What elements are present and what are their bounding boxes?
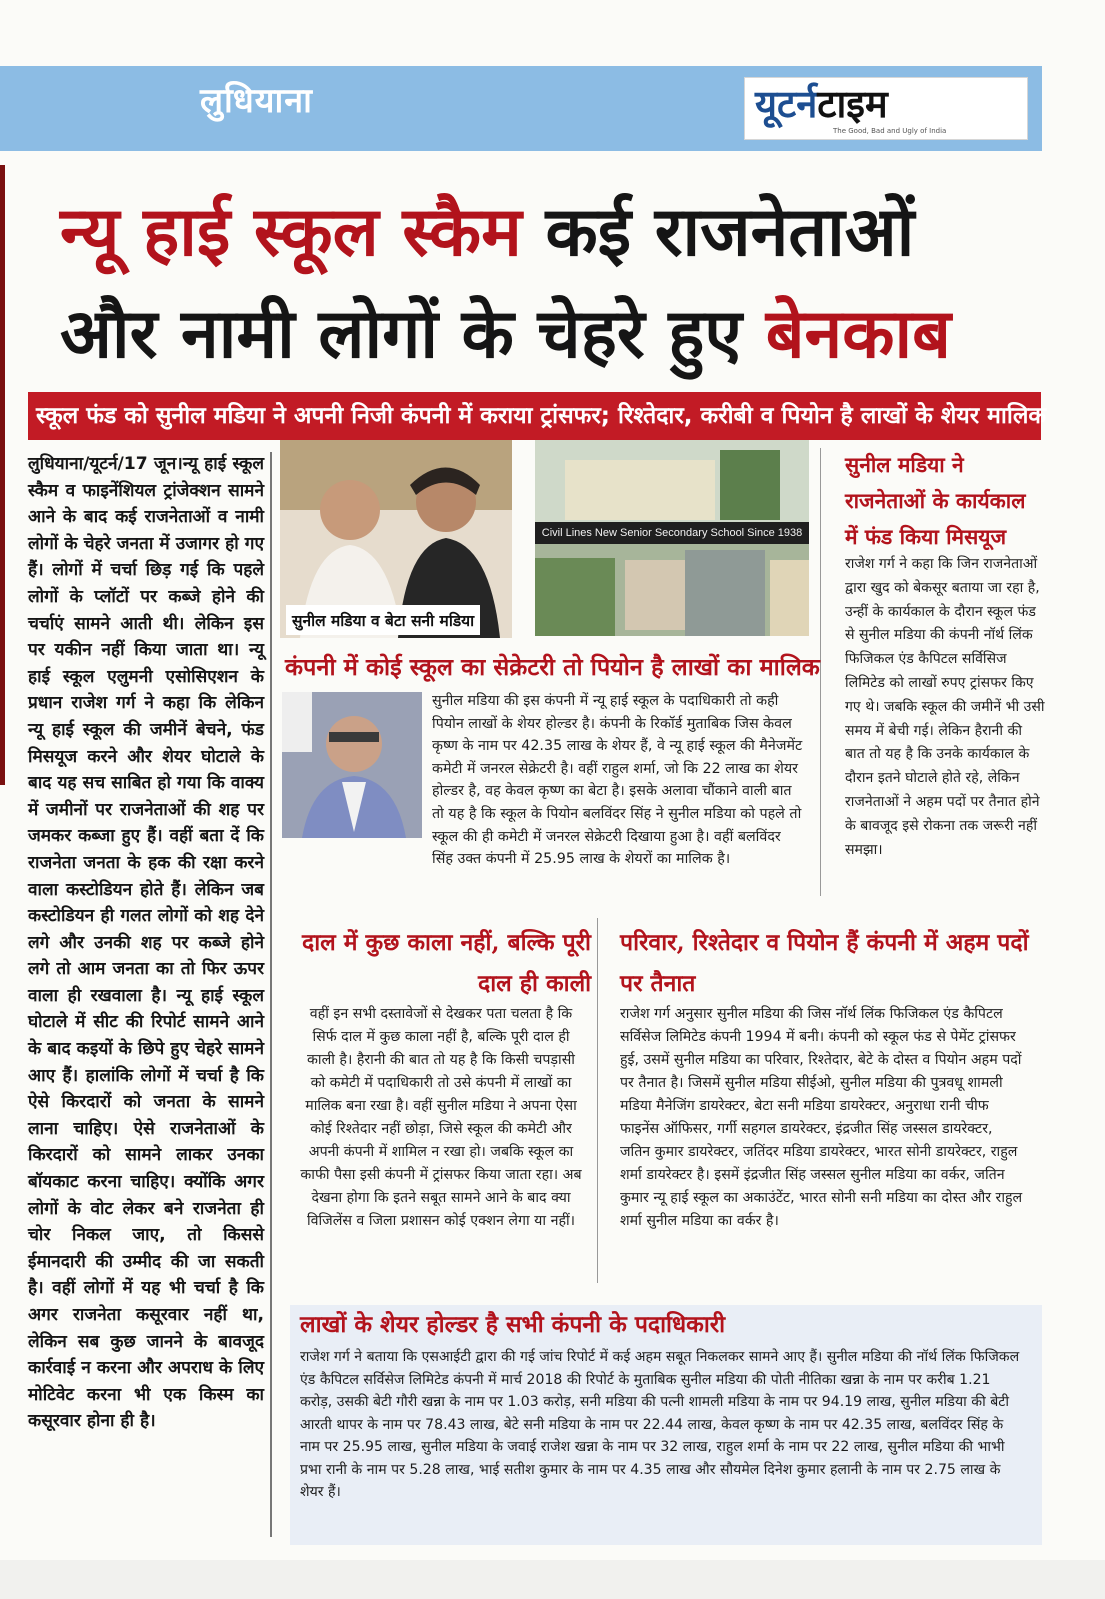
section-family-text: राजेश गर्ग अनुसार सुनील मडिया की जिस नॉर्थ लिंक फिजिकल एंड कैपिटल सर्विसेज लिमिटेड कंपनी 1994 में बनी। कंपनी को स्कूल फंड से पेमेंट ट्रांसफर हुई, उसमें सुनील मडिया का परिवार, रिश्तेदार, बेटे के दोस्त व पियोन अहम पदों पर तैनात है। जिसमें सुनील मडिया सीईओ, सुनील मडिया की पुत्रवधू शामली मडिया मैनेजिंग डायरेक्टर, बेटा सनी मडिया डायरेक्टर, अनुराधा रानी चीफ फाइनेंस ऑफिसर, गर्गी सहगल डायरेक्टर, इंद्रजीत सिंह जस्सल डायरेक्टर, जतिन कुमार डायरेक्टर, जतिंदर मडिया डायरेक्टर, भारत सोनी डायरेक्टर, राहुल शर्मा डायरेक्टर है। इसमें इंद्रजीत सिंह जस्सल सुनील मडिया का वर्कर, जतिन कुमार न्यू हाई स्कूल का अकाउंटेंट, भारत सोनी सनी मडिया का दोस्त और राहुल शर्मा सुनील मडिया का वर्कर है। xyxy=(620,1006,1023,1229)
sidebox-title: सुनील मडिया ने राजनेताओं के कार्यकाल में फंड किया मिसयूज xyxy=(845,452,1026,549)
logo-part-1: यूटर्न xyxy=(755,82,818,126)
middle-divider xyxy=(597,918,598,1283)
column-divider xyxy=(270,452,272,1537)
headline-black-part-2: और नामी लोगों के चेहरे हुए xyxy=(60,294,743,374)
section-dal-title-2: दाल ही काली xyxy=(478,970,592,997)
photo-caption: सुनील मडिया व बेटा सनी मडिया xyxy=(286,605,480,635)
sidebox-text: राजेश गर्ग ने कहा कि जिन राजनेताओं द्वारा खुद को बेकसूर बताया जा रहा है, उन्हीं के कार्यकाल के दौरान स्कूल फंड से सुनील मडिया की कंपनी नॉर्थ लिंक फिजिकल एंड कैपिटल सर्विसिज लिमिटेड को लाखों रुपए ट्रांसफर किए गए थे। जबकि स्कूल की जमीनें भी उसी समय में बेची गई। लेकिन हैरानी की बात तो यह है कि उनके कार्यकाल के दौरान इतने घोटाले होते रहे, लेकिन राजनेताओं ने अहम पदों पर तैनात होने के बावजूद इसे रोकना तक जरूरी नहीं समझा। xyxy=(845,556,1045,858)
logo-part-2: टाइम xyxy=(817,82,888,126)
section-peon-title: कंपनी में कोई स्कूल का सेक्रेटरी तो पियोन है लाखों का मालिक xyxy=(285,653,820,681)
photo-rajesh-garg xyxy=(282,692,422,838)
headline-red-part-2: बेनकाब xyxy=(765,294,951,374)
newspaper-logo xyxy=(744,77,1028,140)
headline-line-1 xyxy=(60,188,1020,276)
section-dal-title-1: दाल में कुछ काला नहीं, बल्कि पूरी xyxy=(302,929,592,956)
page-bottom-edge xyxy=(0,1560,1105,1599)
sidebox-divider xyxy=(820,448,821,896)
school-sign: Civil Lines New Senior Secondary School Since 1938 xyxy=(535,522,809,544)
section-shareholders-title: लाखों के शेयर होल्डर है सभी कंपनी के पदाधिकारी xyxy=(300,1311,726,1338)
subheadline: स्कूल फंड को सुनील मडिया ने अपनी निजी कंपनी में कराया ट्रांसफर; रिश्तेदार, करीबी व पियोन है लाखों के शेयर मालिक xyxy=(36,403,1047,429)
main-article-column: लुधियाना/यूटर्न/17 जून।न्यू हाई स्कूल स्कैम व फाइनेंशियल ट्रांजेक्शन सामने आने के बाद कई राजनेताओं व नामी लोगों के चेहरे जनता में उजागर हो गए हैं। लोगों में चर्चा छिड़ गई कि पहले लोगों के प्लॉटों पर कब्जे होने की चर्चाएं सामने आती थी। लेकिन इस पर यकीन नहीं किया जाता था। न्यू हाई स्कूल एलुमनी एसोसिएशन के प्रधान राजेश गर्ग ने कहा कि लेकिन न्यू हाई स्कूल की जमीनें बेचने, फंड मिसयूज करने और शेयर घोटाले के बाद यह सच साबित हो गया कि वाक्य में जमीनों पर राजनेताओं की शह पर जमकर कब्जा हुए हैं। वहीं बता दें कि राजनेता जनता के हक की रक्षा करने वाला कस्टोडियन होते हैं। लेकिन जब कस्टोडियन ही गलत लोगों को शह देने लगे और उनकी शह पर कब्जे होने लगे तो आम जनता का तो फिर ऊपर वाला ही रखवाला है। न्यू हाई स्कूल घोटाले में सीट की रिपोर्ट सामने आने के बाद कइयों के छिपे हुए चेहरे सामने आए हैं। हालांकि लोगों में चर्चा है कि ऐसे किरदारों को जनता के सामने लाना चाहिए। ऐसे राजनेताओं के किरदारों को सामने लाकर उनका बॉयकाट करना चाहिए। क्योंकि अगर लोगों के वोट लेकर बने राजनेता ही चोर निकल जाए, तो किससे ईमानदारी की उम्मीद की जा सकती है। वहीं लोगों में यह भी चर्चा है कि अगर राजनेता कसूरवार नहीं था, लेकिन सब कुछ जानने के बावजूद कार्रवाई न करना और अपराध के लिए मोटिवेट करना भी एक किस्म का कसूरवार होना ही है। xyxy=(28,454,264,1432)
left-accent-rule xyxy=(0,165,5,785)
section-dal-text: वहीं इन सभी दस्तावेजों से देखकर पता चलता है कि सिर्फ दाल में कुछ काला नहीं है, बल्कि पूरी दाल ही काली है। हैरानी की बात तो यह है कि किसी चपड़ासी को कमेटी में पदाधिकारी तो उसे कंपनी में लाखों का मालिक बना रखा है। वहीं सुनील मडिया ने अपना ऐसा कोई रिश्तेदार नहीं छोड़ा, जिसे स्कूल की कमेटी और अपनी कंपनी में शामिल न रखा हो। जबकि स्कूल का काफी पैसा इसी कंपनी में ट्रांसफर किया जाता रहा। अब देखना होगा कि इतने सबूत सामने आने के बाद क्या विजिलेंस व जिला प्रशासन कोई एक्शन लेगा या नहीं। xyxy=(300,1006,582,1229)
headline-line-2 xyxy=(60,290,1020,378)
logo-title xyxy=(755,82,888,126)
headline-black-part: कई राजनेताओं xyxy=(545,192,915,272)
section-shareholders-text: राजेश गर्ग ने बताया कि एसआईटी द्वारा की गई जांच रिपोर्ट में कई अहम सबूत निकलकर सामने आए हैं। सुनील मडिया की नॉर्थ लिंक फिजिकल एंड कैपिटल सर्विसेज लिमिटेड कंपनी में मार्च 2018 की रिपोर्ट के मुताबिक सुनील मडिया की पोती नीतिका खन्ना के नाम पर करीब 1.21 करोड़, उसकी बेटी गौरी खन्ना के नाम पर 1.03 करोड़, सनी मडिया की पत्नी शामली मडिया के नाम पर 94.19 लाख, सुनील मडिया की बेटी आरती थापर के नाम पर 78.43 लाख, बेटे सनी मडिया के नाम पर 22.44 लाख, केवल कृष्ण के नाम पर 42.35 लाख, बलविंदर सिंह के नाम पर 25.95 लाख, सुनील मडिया के जवाई राजेश खन्ना के नाम पर 32 लाख, राहुल शर्मा के नाम पर 22 लाख, सुनील मडिया की भाभी प्रभा रानी के नाम पर 5.28 लाख, भाई सतीश कुमार के नाम पर 4.35 लाख और सौयमेल दिनेश कुमार हलानी के नाम पर 2.75 लाख के शेयर हैं। xyxy=(300,1349,1020,1500)
portrait-illustration-2 xyxy=(282,692,422,838)
section-family-title-2: पर तैनात xyxy=(620,970,696,997)
city-label: लुधियाना xyxy=(200,81,313,121)
photo-school xyxy=(535,440,809,636)
section-family-title-1: परिवार, रिश्तेदार व पियोन हैं कंपनी में अहम पदों xyxy=(620,929,1029,956)
headline-red-part: न्यू हाई स्कूल स्कैम xyxy=(60,192,522,272)
logo-tagline: The Good, Bad and Ugly of India xyxy=(833,127,947,135)
section-peon-text: सुनील मडिया की इस कंपनी में न्यू हाई स्कूल के पदाधिकारी तो कही पियोन लाखों के शेयर होल्डर है। कंपनी के रिकॉर्ड मुताबिक जिस केवल कृष्ण के नाम पर 42.35 लाख के शेयर हैं, वे न्यू हाई स्कूल की मैनेजमेंट कमेटी में जनरल सेक्रेटरी है। वहीं राहुल शर्मा, जो कि 22 लाख का शेयर होल्डर है, वह केवल कृष्ण का बेटा है। इसके अलावा चौंकाने वाली बात तो यह है कि स्कूल के पियोन बलविंदर सिंह ने सुनील मडिया को पहले तो स्कूल की ही कमेटी में जनरल सेक्रेटरी दिखाया हुआ है। वहीं बलविंदर सिंह उक्त कंपनी में 25.95 लाख के शेयरों का मालिक है। xyxy=(432,693,803,868)
photo-father-son xyxy=(280,440,512,638)
